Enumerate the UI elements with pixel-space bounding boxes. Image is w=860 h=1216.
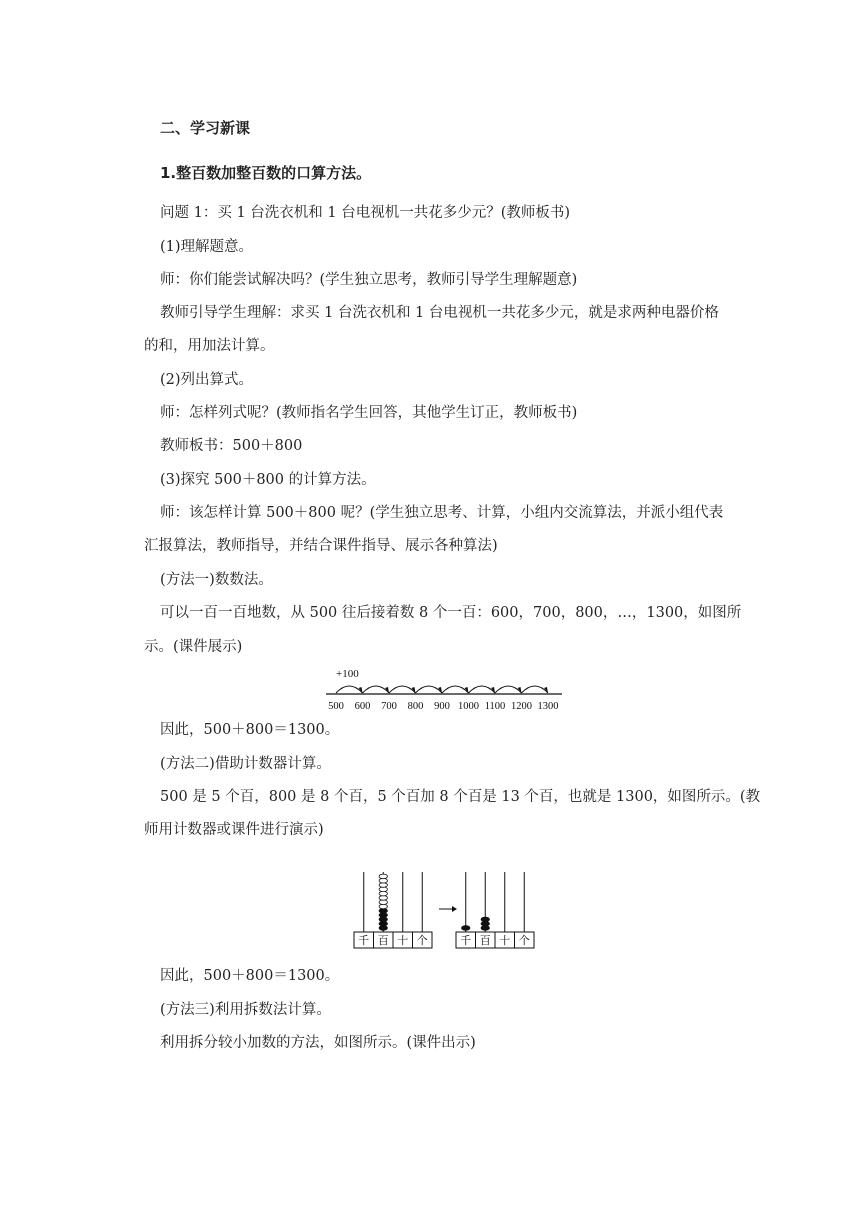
tick-label: 900 [434, 701, 450, 712]
section-title: 二、学习新课 [160, 119, 251, 137]
subsection-title: 1.整百数加整百数的口算方法。 [160, 164, 372, 182]
tick-label: 1200 [511, 701, 532, 712]
tick-label: 800 [407, 701, 424, 712]
abacus-bead [481, 917, 489, 922]
arrow-icon [439, 906, 457, 912]
tick-label: 1300 [537, 701, 559, 712]
paragraph: 可以一百一百地数，从 500 往后接着数 8 个一百：600，700，800，…，1300，如图所 [160, 605, 742, 621]
jump-arc [389, 686, 416, 693]
place-label: 千 [358, 935, 370, 947]
abacus-before [354, 872, 432, 948]
paragraph: 利用拆分较小加数的方法，如图所示。(课件出示) [160, 1035, 476, 1051]
paragraph: (3)探究 500＋800 的计算方法。 [160, 472, 376, 488]
paragraph: (1)理解题意。 [160, 239, 254, 255]
abacus-figure [350, 868, 540, 950]
paragraph: 因此，500＋800＝1300。 [160, 722, 340, 738]
tick-labels [328, 701, 558, 712]
paragraph: 500 是 5 个百，800 是 8 个百，5 个百加 8 个百是 13 个百，也就是 1300，如图所示。(教 [160, 789, 761, 805]
jump-arc [416, 686, 443, 693]
paragraph: (2)列出算式。 [160, 372, 254, 388]
paragraph: 教师引导学生理解：求买 1 台洗衣机和 1 台电视机一共花多少元，就是求两种电器价格 [160, 305, 719, 321]
paragraph: (方法二)借助计数器计算。 [160, 756, 331, 772]
paragraph: 师：怎样列式呢？(教师指名学生回答，其他学生订正，教师板书) [160, 405, 578, 421]
step-label: +100 [336, 668, 359, 680]
paragraph: 师：该怎样计算 500＋800 呢？(学生独立思考、计算，小组内交流算法，并派小组代表 [160, 505, 724, 521]
paragraph: (方法一)数数法。 [160, 572, 273, 588]
number-line-figure [320, 665, 570, 715]
jump-arc [363, 686, 390, 693]
jump-arc [469, 686, 496, 693]
place-label: 个 [518, 935, 530, 947]
paragraph: (方法三)利用拆数法计算。 [160, 1002, 331, 1018]
abacus-after [456, 872, 534, 948]
paragraph: 教师板书：500＋800 [160, 438, 303, 454]
jump-arc [442, 686, 469, 693]
tick-label: 1100 [484, 701, 506, 712]
jump-arc [336, 686, 363, 693]
place-label: 个 [416, 935, 428, 947]
abacus-bead [379, 874, 387, 879]
place-label: 十 [499, 935, 511, 947]
jump-arc [522, 686, 549, 693]
paragraph-continuation: 汇报算法，教师指导，并结合课件指导、展示各种算法) [144, 538, 498, 554]
tick-label: 600 [354, 701, 371, 712]
tick-label: 1000 [458, 701, 479, 712]
jump-arc [495, 686, 522, 693]
tick-label: 700 [381, 701, 397, 712]
jump-arcs [336, 686, 548, 693]
place-label: 百 [479, 935, 491, 947]
abacus-bead [462, 926, 470, 931]
place-label: 十 [397, 935, 409, 947]
paragraph-continuation: 示。(课件展示) [144, 639, 243, 655]
paragraph: 师：你们能尝试解决吗？(学生独立思考，教师引导学生理解题意) [160, 272, 578, 288]
paragraph: 因此，500＋800＝1300。 [160, 968, 340, 984]
place-label: 百 [377, 935, 389, 947]
place-label: 千 [460, 935, 472, 947]
paragraph-continuation: 师用计数器或课件进行演示) [144, 822, 324, 838]
tick-label: 500 [328, 701, 344, 712]
paragraph: 问题 1：买 1 台洗衣机和 1 台电视机一共花多少元？(教师板书) [160, 205, 571, 221]
paragraph-continuation: 的和，用加法计算。 [144, 338, 275, 354]
